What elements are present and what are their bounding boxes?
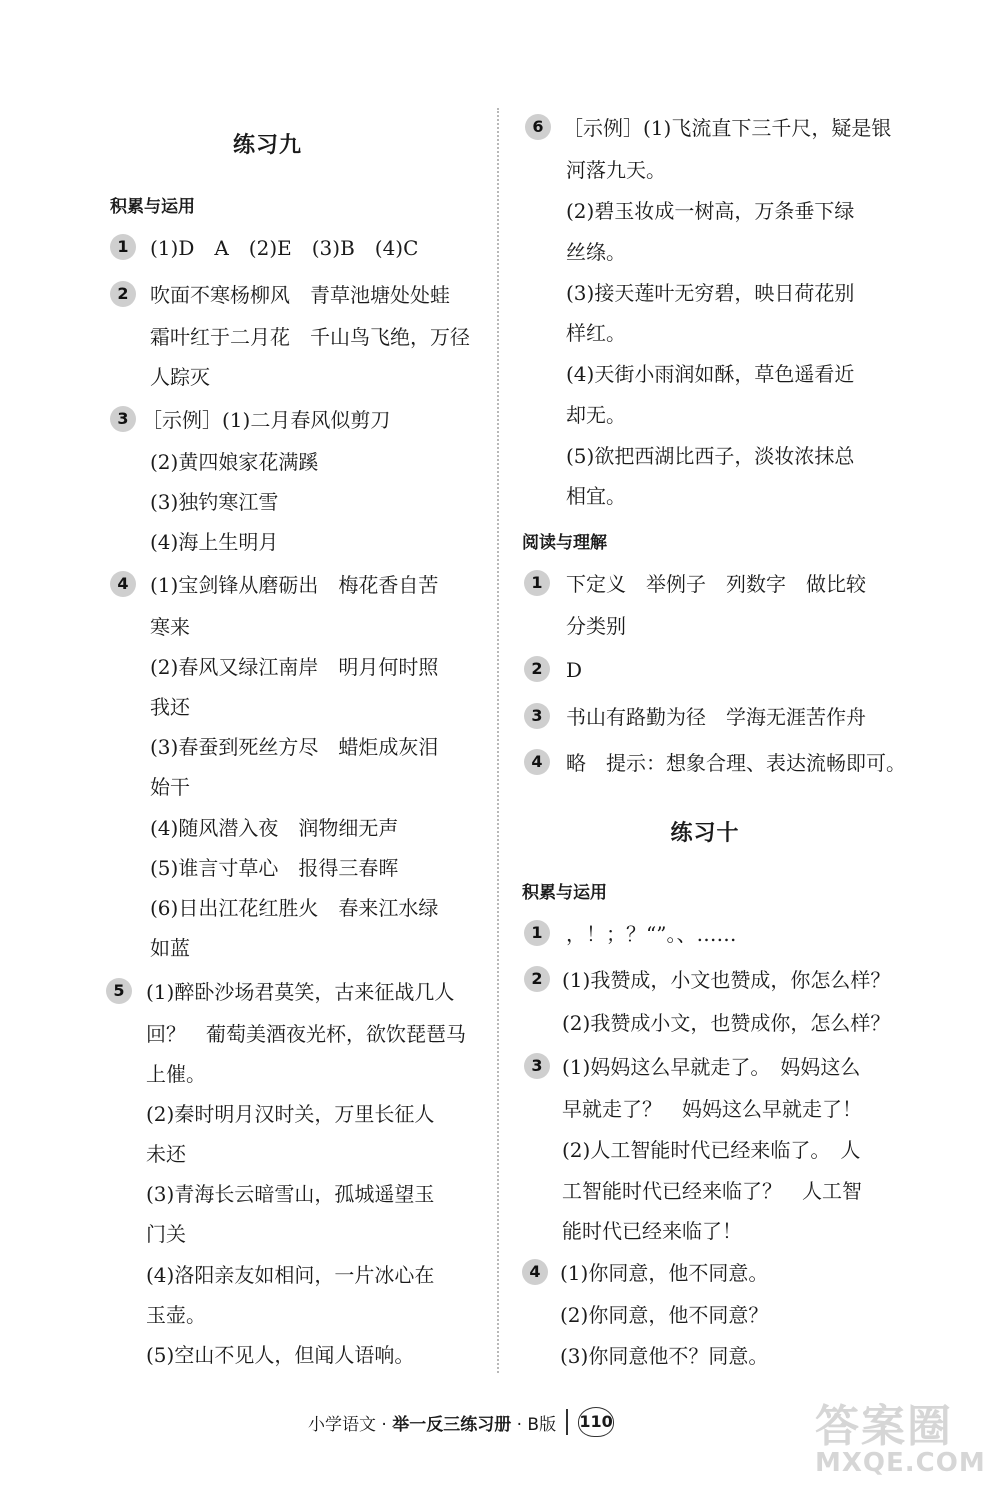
answer-line: (5)空山不见人，但闻人语响。	[146, 1343, 415, 1367]
answer-line: 门关	[146, 1222, 186, 1246]
answer-line: (1)我赞成，小文也赞成，你怎么样？	[562, 968, 891, 992]
answer-line: 我还	[150, 695, 190, 719]
answer-line: 未还	[146, 1142, 186, 1166]
answer-line: 样红。	[566, 321, 626, 345]
question-number: 6	[525, 114, 551, 140]
answer-line: (1)妈妈这么早就走了。 妈妈这么	[562, 1055, 861, 1079]
answer-line: (5)谁言寸草心 报得三春晖	[150, 856, 399, 880]
answer-line: 寒来	[150, 615, 190, 639]
heading-accumulation-2: 积累与运用	[522, 883, 607, 903]
answer-line: 始干	[150, 775, 190, 799]
answer-line: 人踪灭	[150, 365, 210, 389]
question-number: 4	[522, 1259, 548, 1285]
answer-line: (2)黄四娘家花满蹊	[150, 450, 319, 474]
answer-line: 吹面不寒杨柳风 青草池塘处处蛙	[150, 283, 450, 307]
footer-edition: · B版	[511, 1414, 557, 1435]
answer-line: (3)青海长云暗雪山，孤城遥望玉	[146, 1182, 435, 1206]
watermark-url: MXQE.COM	[815, 1448, 986, 1478]
answer-line: 早就走了？ 妈妈这么早就走了！	[562, 1097, 862, 1121]
answer-line: (1)宝剑锋从磨砺出 梅花香自苦	[150, 573, 439, 597]
answer-line: 却无。	[566, 403, 626, 427]
answer-line: 河落九天。	[566, 158, 666, 182]
watermark-logo	[815, 1390, 995, 1480]
answer-line: (4)海上生明月	[150, 530, 279, 554]
answer-line: ［示例］(1)飞流直下三千尺，疑是银	[563, 116, 892, 140]
answer-line: (1)D A (2)E (3)B (4)C	[150, 236, 419, 260]
answer-line: (4)洛阳亲友如相问，一片冰心在	[146, 1263, 435, 1287]
question-number: 2	[524, 656, 550, 682]
answer-line: 工智能时代已经来临了？ 人工智	[562, 1179, 862, 1203]
question-number: 1	[524, 920, 550, 946]
answer-line: (4)天街小雨润如酥，草色遥看近	[566, 362, 855, 386]
answer-line: (4)随风潜入夜 润物细无声	[150, 816, 399, 840]
answer-line: (3)你同意他不？同意。	[560, 1344, 769, 1368]
answer-line: 回？ 葡萄美酒夜光杯，欲饮琵琶马	[146, 1022, 466, 1046]
question-number: 1	[524, 570, 550, 596]
footer-separator	[566, 1409, 568, 1435]
answer-line: 下定义 举例子 列数字 做比较	[566, 572, 866, 596]
question-number: 2	[524, 966, 550, 992]
answer-line: 相宜。	[566, 484, 626, 508]
answer-line: ，！；？“”。、……	[566, 922, 737, 946]
answer-line: 上催。	[146, 1062, 206, 1086]
question-number: 5	[106, 978, 132, 1004]
answer-line: 玉壶。	[146, 1303, 206, 1327]
answer-line: 能时代已经来临了！	[562, 1219, 742, 1243]
answer-line: (6)日出江花红胜火 春来江水绿	[150, 896, 439, 920]
page-number: 110	[578, 1407, 614, 1437]
answer-line: 霜叶红于二月花 千山鸟飞绝，万径	[150, 325, 470, 349]
answer-line: (3)独钓寒江雪	[150, 490, 279, 514]
answer-line: (3)接天莲叶无穷碧，映日荷花别	[566, 281, 855, 305]
answer-line: 如蓝	[150, 936, 190, 960]
section-title-exercise-10: 练习十	[670, 821, 740, 846]
answer-line: (2)秦时明月汉时关，万里长征人	[146, 1102, 435, 1126]
answer-line: (5)欲把西湖比西子，淡妆浓抹总	[566, 444, 855, 468]
answer-line: (1)你同意，他不同意。	[560, 1261, 769, 1285]
answer-line: 丝绦。	[566, 240, 626, 264]
answer-line: (2)你同意，他不同意？	[560, 1303, 769, 1327]
section-title-exercise-9: 练习九	[232, 133, 302, 158]
answer-line: (2)春风又绿江南岸 明月何时照	[150, 655, 439, 679]
question-number: 3	[524, 1053, 550, 1079]
answer-line: 分类别	[566, 614, 626, 638]
answer-line: (2)人工智能时代已经来临了。 人	[562, 1138, 861, 1162]
footer-book-title: 举一反三练习册	[392, 1414, 512, 1435]
answer-line: 略 提示：想象合理、表达流畅即可。	[566, 751, 906, 775]
question-number: 4	[110, 571, 136, 597]
question-number: 1	[110, 234, 136, 260]
heading-accumulation-1: 积累与运用	[110, 197, 195, 217]
page-footer	[308, 1407, 614, 1437]
answer-line: (1)醉卧沙场君莫笑，古来征战几人	[146, 980, 455, 1004]
answer-line: D	[566, 658, 583, 682]
question-number: 4	[524, 749, 550, 775]
heading-reading: 阅读与理解	[522, 533, 607, 553]
column-divider	[497, 108, 499, 1373]
answer-line: (2)我赞成小文，也赞成你，怎么样？	[562, 1011, 891, 1035]
question-number: 3	[524, 703, 550, 729]
answer-line: (3)春蚕到死丝方尽 蜡炬成灰泪	[150, 735, 439, 759]
answer-line: 书山有路勤为径 学海无涯苦作舟	[566, 705, 866, 729]
answer-line: ［示例］(1)二月春风似剪刀	[142, 408, 391, 432]
answer-line: (2)碧玉妆成一树高，万条垂下绿	[566, 199, 855, 223]
watermark-text: 答案圈	[815, 1401, 953, 1452]
question-number: 2	[110, 281, 136, 307]
question-number: 3	[110, 406, 136, 432]
footer-subject: 小学语文 ·	[308, 1414, 393, 1435]
